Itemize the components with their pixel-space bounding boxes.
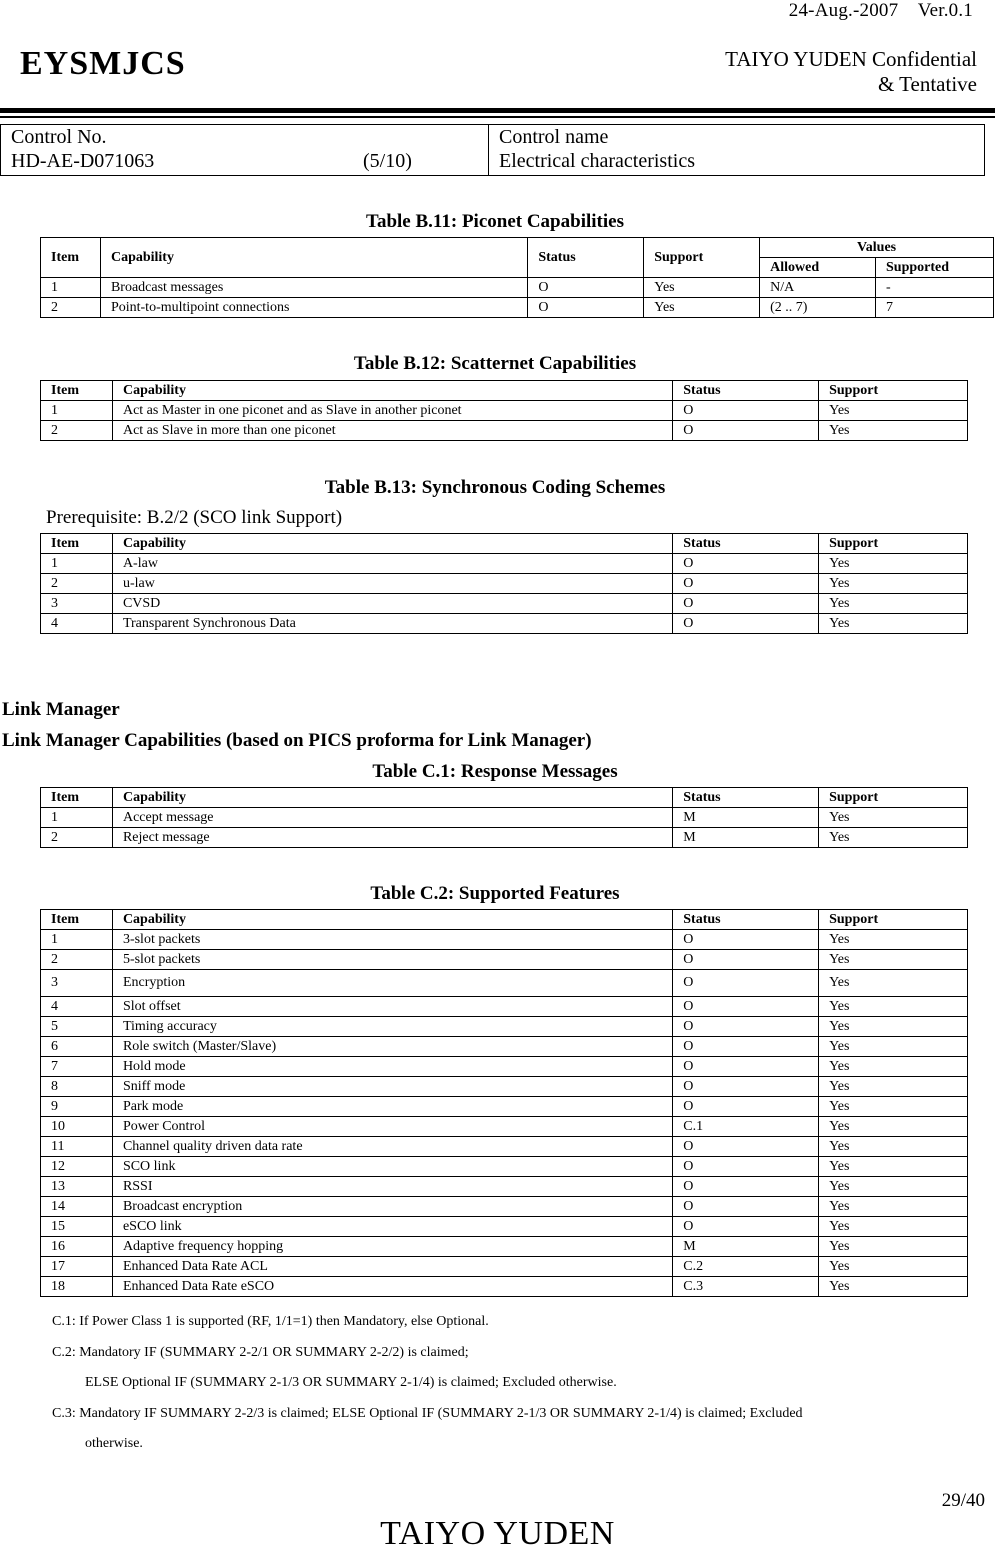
cell-item: 12 xyxy=(41,1157,113,1177)
header-status: Status xyxy=(673,381,819,401)
table-c1 xyxy=(40,787,968,848)
cell-item: 2 xyxy=(41,950,113,970)
table-row xyxy=(41,970,968,997)
cell-capability: Hold mode xyxy=(112,1057,672,1077)
section-heading: Link Manager xyxy=(2,699,120,720)
control-number-cell xyxy=(11,125,481,175)
cell-item: 3 xyxy=(41,594,113,614)
cell-support: Yes xyxy=(819,1217,968,1237)
cell-support: Yes xyxy=(644,278,760,298)
cell-support: Yes xyxy=(819,950,968,970)
cell-support: Yes xyxy=(819,1157,968,1177)
cell-status: O xyxy=(673,594,819,614)
cell-status: O xyxy=(673,1077,819,1097)
cell-capability: Enhanced Data Rate ACL xyxy=(112,1257,672,1277)
cell-item: 17 xyxy=(41,1257,113,1277)
table-row xyxy=(41,1077,968,1097)
cell-status: O xyxy=(673,950,819,970)
table-b12-title: Table B.12: Scatternet Capabilities xyxy=(353,353,637,374)
header-support: Support xyxy=(819,910,968,930)
header-capability: Capability xyxy=(112,788,672,808)
cell-capability: Role switch (Master/Slave) xyxy=(112,1037,672,1057)
cell-item: 2 xyxy=(41,574,113,594)
cell-item: 13 xyxy=(41,1177,113,1197)
table-row xyxy=(41,298,994,318)
table-row xyxy=(41,1097,968,1117)
table-row xyxy=(41,1197,968,1217)
cell-status: C.1 xyxy=(673,1117,819,1137)
header-capability: Capability xyxy=(112,910,672,930)
cell-supported: 7 xyxy=(876,298,994,318)
cell-support: Yes xyxy=(819,1277,968,1297)
cell-status: O xyxy=(528,298,644,318)
confidential-line-2: & Tentative xyxy=(877,72,977,96)
table-row xyxy=(41,808,968,828)
cell-capability: Encryption xyxy=(112,970,672,997)
table-row xyxy=(41,1257,968,1277)
cell-capability: Accept message xyxy=(112,808,672,828)
table-row xyxy=(41,574,968,594)
cell-capability: eSCO link xyxy=(112,1217,672,1237)
header-rule-thin xyxy=(0,116,995,118)
header-status: Status xyxy=(673,788,819,808)
cell-status: M xyxy=(673,1237,819,1257)
table-row xyxy=(41,278,994,298)
header-allowed: Allowed xyxy=(760,258,876,278)
cell-status: O xyxy=(673,574,819,594)
page-number: 29/40 xyxy=(941,1490,985,1511)
cell-item: 1 xyxy=(41,401,113,421)
table-c2 xyxy=(40,909,968,1297)
control-number-value: HD-AE-D071063 xyxy=(11,150,155,172)
cell-support: Yes xyxy=(819,421,968,441)
cell-item: 16 xyxy=(41,1237,113,1257)
cell-support: Yes xyxy=(819,1057,968,1077)
cell-support: Yes xyxy=(819,1237,968,1257)
cell-support: Yes xyxy=(819,1077,968,1097)
cell-support: Yes xyxy=(819,930,968,950)
cell-status: C.3 xyxy=(673,1277,819,1297)
cell-capability: Broadcast messages xyxy=(100,278,527,298)
header-supported: Supported xyxy=(876,258,994,278)
cell-status: O xyxy=(673,997,819,1017)
control-box xyxy=(0,124,985,176)
header-item: Item xyxy=(41,534,113,554)
cell-status: O xyxy=(673,1197,819,1217)
control-page: (5/10) xyxy=(363,150,412,172)
cell-support: Yes xyxy=(819,828,968,848)
header-status: Status xyxy=(673,534,819,554)
table-row xyxy=(41,1277,968,1297)
cell-status: C.2 xyxy=(673,1257,819,1277)
cell-support: Yes xyxy=(644,298,760,318)
cell-capability: Park mode xyxy=(112,1097,672,1117)
cell-capability: Sniff mode xyxy=(112,1077,672,1097)
header-support: Support xyxy=(644,238,760,278)
header-status: Status xyxy=(528,238,644,278)
cell-status: O xyxy=(673,970,819,997)
cell-item: 1 xyxy=(41,554,113,574)
cell-item: 6 xyxy=(41,1037,113,1057)
table-row xyxy=(41,1217,968,1237)
cell-status: M xyxy=(673,808,819,828)
cell-capability: Point-to-multipoint connections xyxy=(100,298,527,318)
table-row xyxy=(41,1117,968,1137)
cell-support: Yes xyxy=(819,1117,968,1137)
table-b12 xyxy=(40,380,968,441)
table-row xyxy=(41,1017,968,1037)
cell-status: O xyxy=(673,930,819,950)
cell-capability: 5-slot packets xyxy=(112,950,672,970)
header-support: Support xyxy=(819,788,968,808)
table-b11 xyxy=(40,237,994,318)
table-b13 xyxy=(40,533,968,634)
cell-item: 5 xyxy=(41,1017,113,1037)
cell-item: 4 xyxy=(41,997,113,1017)
cell-capability: 3-slot packets xyxy=(112,930,672,950)
header-item: Item xyxy=(41,238,101,278)
cell-capability: Enhanced Data Rate eSCO xyxy=(112,1277,672,1297)
header-support: Support xyxy=(819,381,968,401)
cell-status: O xyxy=(673,1057,819,1077)
cell-item: 7 xyxy=(41,1057,113,1077)
cell-capability: Slot offset xyxy=(112,997,672,1017)
cell-status: O xyxy=(673,1017,819,1037)
cell-capability: SCO link xyxy=(112,1157,672,1177)
control-name-cell xyxy=(488,125,984,175)
note-c2-line1: C.2: Mandatory IF (SUMMARY 2-2/1 OR SUMMARY 2-2/2) is claimed; xyxy=(52,1345,469,1360)
cell-item: 2 xyxy=(41,421,113,441)
cell-status: O xyxy=(673,1097,819,1117)
table-row xyxy=(41,554,968,574)
table-row xyxy=(41,1157,968,1177)
header-capability: Capability xyxy=(112,534,672,554)
cell-item: 8 xyxy=(41,1077,113,1097)
cell-support: Yes xyxy=(819,1097,968,1117)
cell-support: Yes xyxy=(819,997,968,1017)
note-c3-line2: otherwise. xyxy=(85,1436,143,1451)
cell-support: Yes xyxy=(819,401,968,421)
cell-item: 4 xyxy=(41,614,113,634)
cell-capability: Adaptive frequency hopping xyxy=(112,1237,672,1257)
cell-status: O xyxy=(673,1177,819,1197)
cell-capability: CVSD xyxy=(112,594,672,614)
table-row xyxy=(41,950,968,970)
cell-status: O xyxy=(673,1037,819,1057)
cell-item: 11 xyxy=(41,1137,113,1157)
cell-status: O xyxy=(673,554,819,574)
cell-capability: Broadcast encryption xyxy=(112,1197,672,1217)
cell-support: Yes xyxy=(819,970,968,997)
cell-status: M xyxy=(673,828,819,848)
table-row xyxy=(41,1237,968,1257)
cell-status: O xyxy=(673,1217,819,1237)
cell-supported: - xyxy=(876,278,994,298)
cell-capability: u-law xyxy=(112,574,672,594)
cell-status: O xyxy=(673,1157,819,1177)
header-capability: Capability xyxy=(112,381,672,401)
cell-capability: Act as Slave in more than one piconet xyxy=(112,421,672,441)
date-version: 24-Aug.-2007 Ver.0.1 xyxy=(788,0,973,21)
table-row xyxy=(41,594,968,614)
cell-status: O xyxy=(673,614,819,634)
cell-support: Yes xyxy=(819,1137,968,1157)
table-b11-title: Table B.11: Piconet Capabilities xyxy=(366,211,624,232)
section-subheading: Link Manager Capabilities (based on PICS proforma for Link Manager) xyxy=(2,730,592,751)
control-name-label: Control name xyxy=(499,126,609,148)
cell-capability: A-law xyxy=(112,554,672,574)
table-row xyxy=(41,401,968,421)
cell-item: 2 xyxy=(41,828,113,848)
cell-support: Yes xyxy=(819,808,968,828)
header-status: Status xyxy=(673,910,819,930)
cell-item: 3 xyxy=(41,970,113,997)
note-c2-line2: ELSE Optional IF (SUMMARY 2-1/3 OR SUMMARY 2-1/4) is claimed; Excluded otherwise. xyxy=(85,1375,617,1390)
cell-capability: RSSI xyxy=(112,1177,672,1197)
table-row xyxy=(41,1037,968,1057)
cell-item: 1 xyxy=(41,278,101,298)
table-row xyxy=(41,930,968,950)
cell-capability: Act as Master in one piconet and as Slave in another piconet xyxy=(112,401,672,421)
cell-support: Yes xyxy=(819,1177,968,1197)
cell-status: O xyxy=(673,1137,819,1157)
table-row xyxy=(41,997,968,1017)
cell-support: Yes xyxy=(819,554,968,574)
cell-item: 15 xyxy=(41,1217,113,1237)
table-b13-prerequisite: Prerequisite: B.2/2 (SCO link Support) xyxy=(46,507,343,528)
cell-support: Yes xyxy=(819,594,968,614)
cell-status: O xyxy=(673,401,819,421)
cell-item: 1 xyxy=(41,930,113,950)
note-c1: C.1: If Power Class 1 is supported (RF, 1/1=1) then Mandatory, else Optional. xyxy=(52,1314,489,1329)
cell-support: Yes xyxy=(819,1197,968,1217)
control-number-label: Control No. xyxy=(11,126,107,148)
cell-status: O xyxy=(673,421,819,441)
table-row xyxy=(41,421,968,441)
header-values: Values xyxy=(760,238,994,258)
header-item: Item xyxy=(41,788,113,808)
cell-support: Yes xyxy=(819,1037,968,1057)
table-b13-title: Table B.13: Synchronous Coding Schemes xyxy=(324,477,666,498)
document-brand: EYSMJCS xyxy=(20,45,186,82)
note-c3-line1: C.3: Mandatory IF SUMMARY 2-2/3 is claimed; ELSE Optional IF (SUMMARY 2-1/3 OR SUMMARY 2-1/4) is claimed; Excluded xyxy=(52,1406,803,1421)
table-c1-title: Table C.1: Response Messages xyxy=(372,761,618,782)
table-row xyxy=(41,1177,968,1197)
footer-company: TAIYO YUDEN xyxy=(380,1515,615,1552)
header-capability: Capability xyxy=(100,238,527,278)
header-item: Item xyxy=(41,910,113,930)
table-row xyxy=(41,828,968,848)
table-row xyxy=(41,1137,968,1157)
cell-item: 9 xyxy=(41,1097,113,1117)
header-support: Support xyxy=(819,534,968,554)
cell-status: O xyxy=(528,278,644,298)
cell-support: Yes xyxy=(819,1017,968,1037)
cell-capability: Transparent Synchronous Data xyxy=(112,614,672,634)
header-rule-thick xyxy=(0,108,995,113)
cell-item: 1 xyxy=(41,808,113,828)
cell-allowed: N/A xyxy=(760,278,876,298)
confidentiality-notice xyxy=(725,47,977,97)
confidential-line-1: TAIYO YUDEN Confidential xyxy=(725,47,977,71)
cell-support: Yes xyxy=(819,574,968,594)
table-c2-title: Table C.2: Supported Features xyxy=(370,883,620,904)
cell-support: Yes xyxy=(819,1257,968,1277)
table-row xyxy=(41,1057,968,1077)
cell-capability: Timing accuracy xyxy=(112,1017,672,1037)
cell-item: 18 xyxy=(41,1277,113,1297)
control-name-value: Electrical characteristics xyxy=(499,150,695,172)
cell-capability: Channel quality driven data rate xyxy=(112,1137,672,1157)
cell-allowed: (2 .. 7) xyxy=(760,298,876,318)
cell-capability: Reject message xyxy=(112,828,672,848)
header-item: Item xyxy=(41,381,113,401)
cell-item: 10 xyxy=(41,1117,113,1137)
cell-capability: Power Control xyxy=(112,1117,672,1137)
cell-support: Yes xyxy=(819,614,968,634)
cell-item: 14 xyxy=(41,1197,113,1217)
cell-item: 2 xyxy=(41,298,101,318)
table-row xyxy=(41,614,968,634)
